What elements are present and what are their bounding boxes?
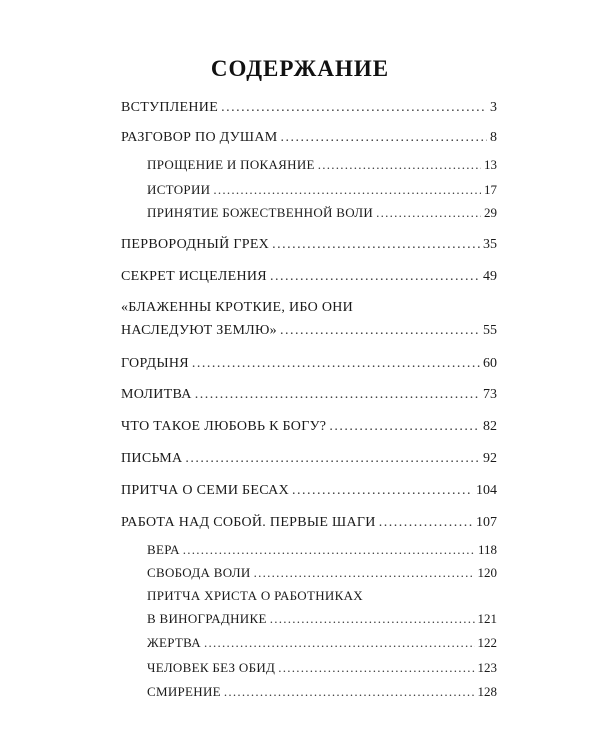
dot-leader [185, 450, 480, 468]
toc-entry-page: 17 [484, 182, 497, 197]
toc-entry-page: 60 [483, 356, 497, 371]
toc-subentry[interactable] [147, 181, 497, 199]
toc-entry-page: 92 [483, 451, 497, 466]
toc-entry-label: ВЕРА [147, 542, 180, 557]
toc-entry-page: 8 [490, 130, 497, 145]
toc-subentry[interactable] [147, 564, 497, 582]
toc-entry-page: 128 [477, 684, 497, 699]
dot-leader [281, 129, 488, 147]
dot-leader [272, 236, 480, 254]
toc-subentry[interactable] [147, 634, 497, 652]
toc-entry-page: 49 [483, 269, 497, 284]
toc-entry-page: 73 [483, 387, 497, 402]
dot-leader [195, 386, 480, 404]
toc-subentry[interactable] [147, 204, 497, 222]
toc-entry[interactable] [121, 514, 497, 532]
toc-entry-label: НАСЛЕДУЮТ ЗЕМЛЮ» [121, 323, 277, 338]
dot-leader [192, 355, 480, 373]
toc-entry-label-line1: ПРИТЧА ХРИСТА О РАБОТНИКАХ [147, 588, 363, 603]
toc-entry-label: ЧТО ТАКОЕ ЛЮБОВЬ К БОГУ? [121, 419, 327, 434]
toc-entry[interactable] [121, 268, 497, 286]
toc-entry-label: МОЛИТВА [121, 387, 192, 402]
toc-entry-label: ПЕРВОРОДНЫЙ ГРЕХ [121, 237, 270, 252]
dot-leader [254, 564, 475, 582]
dot-leader [213, 181, 481, 199]
toc-entry-page: 82 [483, 419, 497, 434]
toc-entry[interactable] [121, 450, 497, 468]
toc-entry[interactable] [121, 386, 497, 404]
toc-entry-label: СВОБОДА ВОЛИ [147, 565, 251, 580]
dot-leader [280, 322, 480, 340]
toc-entry-page: 122 [477, 635, 497, 650]
toc-entry[interactable] [121, 322, 497, 340]
toc-entry[interactable] [121, 418, 497, 436]
toc-entry-page: 121 [477, 611, 497, 626]
dot-leader [278, 659, 474, 677]
toc-entry[interactable] [121, 236, 497, 254]
toc-entry-page: 118 [477, 542, 497, 557]
toc-entry-page: 35 [483, 237, 497, 252]
toc-subentry[interactable] [147, 541, 497, 559]
toc-entry[interactable] [121, 129, 497, 147]
dot-leader [270, 610, 475, 628]
toc-entry-label: В ВИНОГРАДНИКЕ [147, 611, 267, 626]
toc-entry[interactable] [121, 355, 497, 373]
dot-leader [183, 541, 475, 559]
toc-entry-page: 123 [477, 660, 497, 675]
toc-subentry[interactable] [147, 683, 497, 701]
dot-leader [329, 418, 480, 436]
toc-entry-label: ВСТУПЛЕНИЕ [121, 100, 219, 115]
toc-entry-label: СМИРЕНИЕ [147, 684, 221, 699]
toc-entry-label: ПИСЬМА [121, 451, 183, 466]
dot-leader [318, 156, 481, 174]
toc-entry-label: ПРИНЯТИЕ БОЖЕСТВЕННОЙ ВОЛИ [147, 205, 374, 220]
toc-entry-label-line1: «БЛАЖЕННЫ КРОТКИЕ, ИБО ОНИ [121, 300, 354, 315]
toc-entry-page: 55 [483, 323, 497, 338]
toc-entry[interactable] [121, 482, 497, 500]
dot-leader [292, 482, 473, 500]
toc-entry-label: ПРОЩЕНИЕ И ПОКАЯНИЕ [147, 157, 315, 172]
toc-entry-label: ПРИТЧА О СЕМИ БЕСАХ [121, 483, 289, 498]
toc-subentry[interactable] [147, 610, 497, 628]
toc-subentry[interactable] [147, 156, 497, 174]
toc-entry-page: 104 [476, 483, 497, 498]
toc-entry-label: ЧЕЛОВЕК БЕЗ ОБИД [147, 660, 276, 675]
toc-entry[interactable] [121, 99, 497, 117]
toc-entry-label: РАБОТА НАД СОБОЙ. ПЕРВЫЕ ШАГИ [121, 515, 376, 530]
toc-entry-label: ЖЕРТВА [147, 635, 201, 650]
toc-entry-label: ИСТОРИИ [147, 182, 211, 197]
toc-title: СОДЕРЖАНИЕ [210, 56, 390, 81]
toc-entry-page: 13 [484, 157, 497, 172]
toc-entry-page: 120 [477, 565, 497, 580]
toc-entry-label: СЕКРЕТ ИСЦЕЛЕНИЯ [121, 269, 267, 284]
toc-entry-page: 3 [490, 100, 497, 115]
dot-leader [270, 268, 480, 286]
toc-entry-page: 29 [484, 205, 497, 220]
dot-leader [204, 634, 475, 652]
toc-subentry[interactable] [147, 659, 497, 677]
toc-entry-label: ГОРДЫНЯ [121, 356, 189, 371]
dot-leader [379, 514, 473, 532]
dot-leader [224, 683, 475, 701]
dot-leader [221, 99, 487, 117]
dot-leader [376, 204, 481, 222]
toc-entry-page: 107 [476, 515, 497, 530]
toc-entry-label: РАЗГОВОР ПО ДУШАМ [121, 130, 278, 145]
